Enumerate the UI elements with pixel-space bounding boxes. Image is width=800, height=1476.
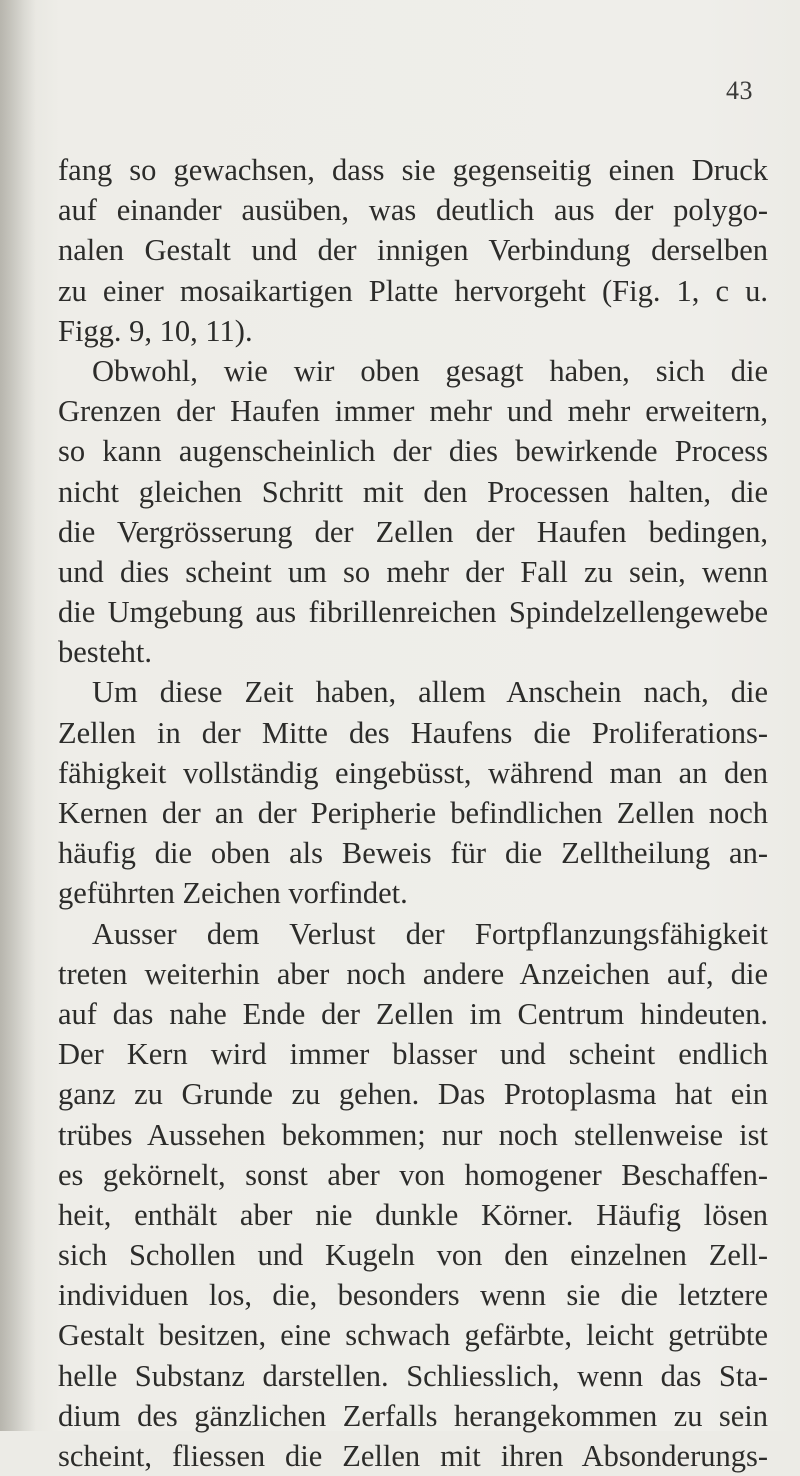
body-text <box>58 150 768 1476</box>
text-line: helle Substanz darstellen. Schliesslich, wenn das Sta- <box>58 1358 768 1393</box>
text-line: nicht gleichen Schritt mit den Processen halten, die <box>58 474 768 509</box>
text-line: geführten Zeichen vorfindet. <box>58 876 408 911</box>
text-line: Figg. 9, 10, 11). <box>58 313 253 348</box>
text-line: auf einander ausüben, was deutlich aus der polygo- <box>58 193 768 228</box>
text-line: besteht. <box>58 635 153 670</box>
text-line: und dies scheint um so mehr der Fall zu sein, wenn <box>58 554 768 589</box>
text-line: heit, enthält aber nie dunkle Körner. Häufig lösen <box>58 1197 768 1232</box>
text-line: ganz zu Grunde zu gehen. Das Protoplasma hat ein <box>58 1077 768 1112</box>
text-line: Grenzen der Haufen immer mehr und mehr erweitern, <box>58 394 768 429</box>
text-line: Der Kern wird immer blasser und scheint endlich <box>58 1037 768 1072</box>
text-line: sich Schollen und Kugeln von den einzelnen Zell- <box>58 1238 768 1273</box>
text-line: nalen Gestalt und der innigen Verbindung derselben <box>58 233 768 268</box>
page-edge-shadow <box>0 0 36 1431</box>
text-line: die Umgebung aus fibrillenreichen Spindelzellengewebe <box>58 595 768 630</box>
text-line: scheint, fliessen die Zellen mit ihren Absonderungs- <box>58 1439 768 1473</box>
text-line: es gekörnelt, sonst aber von homogener Beschaffen- <box>58 1157 768 1192</box>
text-line: Kernen der an der Peripherie befindlichen Zellen noch <box>58 796 768 830</box>
text-line: Obwohl, wie wir oben gesagt haben, sich die <box>92 353 768 388</box>
text-line: Gestalt besitzen, eine schwach gefärbte, leicht getrübte <box>58 1318 768 1353</box>
text-line: trübes Aussehen bekommen; nur noch stellenweise ist <box>58 1117 768 1152</box>
text-line: Um diese Zeit haben, allem Anschein nach, die <box>92 675 768 710</box>
text-line: auf das nahe Ende der Zellen im Centrum hindeuten. <box>58 996 768 1031</box>
text-line: dium des gänzlichen Zerfalls herangekommen zu sein <box>58 1398 768 1433</box>
text-line: individuen los, die, besonders wenn sie die letztere <box>58 1278 768 1313</box>
text-line: zu einer mosaikartigen Platte hervorgeht (Fig. 1, c u. <box>58 273 768 308</box>
text-line: häufig die oben als Beweis für die Zelltheilung an- <box>58 836 768 871</box>
text-line: die Vergrösserung der Zellen der Haufen bedingen, <box>58 514 768 549</box>
text-line: so kann augenscheinlich der dies bewirkende Process <box>58 434 768 469</box>
text-line: treten weiterhin aber noch andere Anzeichen auf, die <box>58 956 768 991</box>
text-line: fang so gewachsen, dass sie gegenseitig einen Druck <box>58 153 768 187</box>
page-number: 43 <box>726 76 753 105</box>
text-line: Ausser dem Verlust der Fortpflanzungsfähigkeit <box>92 916 768 951</box>
text-line: fähigkeit vollständig eingebüsst, während man an den <box>58 755 768 790</box>
text-line: Zellen in der Mitte des Haufens die Proliferations- <box>58 715 768 750</box>
